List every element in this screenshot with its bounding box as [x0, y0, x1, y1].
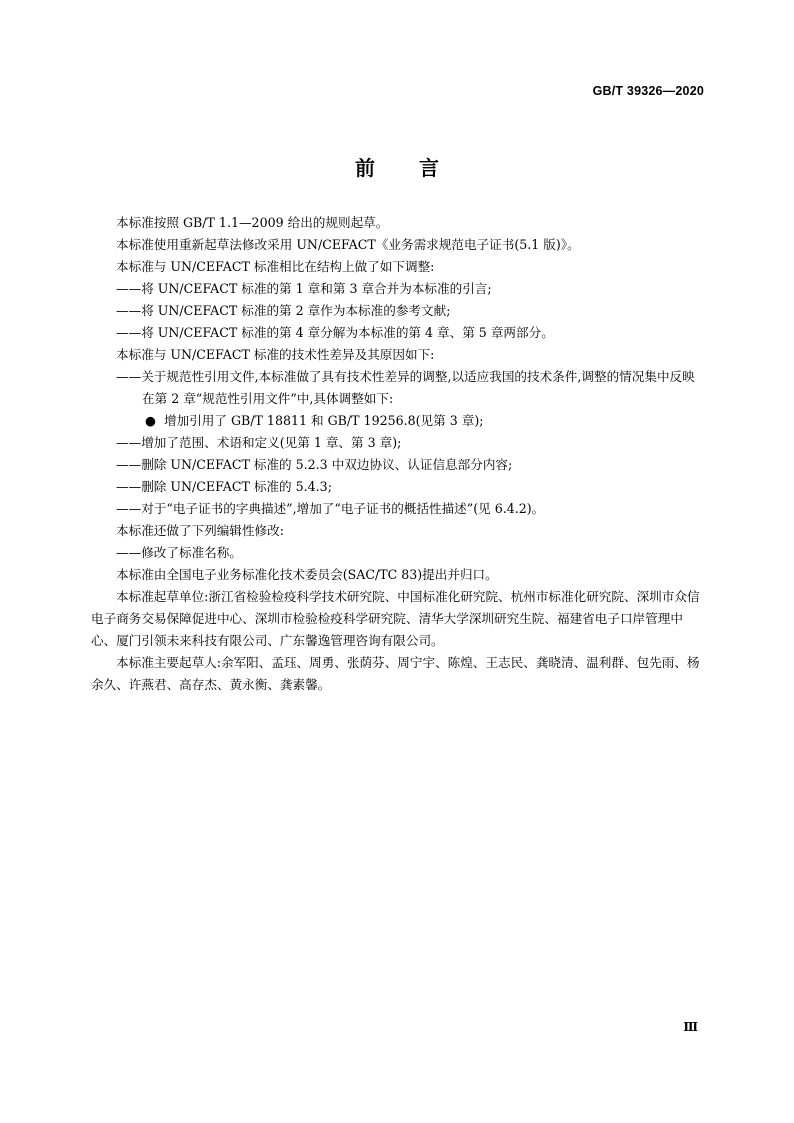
standard-code: GB/T 39326—2020 [592, 84, 704, 98]
dash-list-item: ——修改了标准名称。 [116, 545, 242, 560]
paragraph: 本标准起草单位:浙江省检验检疫科学技术研究院、中国标准化研究院、杭州市标准化研究院、深圳市众信电子商务交易保障促进中心、深圳市检验检疫科学研究院、清华大学深圳研究生院、福建省电子口岸管理中心、厦门引领未来科技有限公司、广东馨逸管理咨询有限公司。 [91, 589, 700, 648]
document-body [91, 212, 705, 696]
dash-list-item: ——将 UN/CEFACT 标准的第 2 章作为本标准的参考文献; [116, 303, 451, 318]
page-title: 前言 [355, 156, 483, 180]
dash-list-item: ——将 UN/CEFACT 标准的第 1 章和第 3 章合并为本标准的引言; [116, 281, 492, 296]
paragraph: 本标准与 UN/CEFACT 标准相比在结构上做了如下调整: [116, 259, 435, 274]
paragraph: 本标准还做了下列编辑性修改: [116, 523, 284, 538]
paragraph: 本标准与 UN/CEFACT 标准的技术性差异及其原因如下: [116, 347, 435, 362]
bullet-icon: ● [145, 413, 156, 428]
paragraph: 本标准主要起草人:余军阳、孟珏、周勇、张荫芬、周宁宇、陈煌、王志民、龚晓清、温利群、包先雨、杨余久、许燕君、高存杰、黄永衡、龚素馨。 [91, 655, 700, 692]
paragraph: 本标准由全国电子业务标准化技术委员会(SAC/TC 83)提出并归口。 [116, 567, 498, 582]
bullet-text: 增加引用了 GB/T 18811 和 GB/T 19256.8(见第 3 章); [164, 413, 484, 428]
dash-list-item: ——增加了范围、术语和定义(见第 1 章、第 3 章); [116, 435, 402, 450]
paragraph: 本标准按照 GB/T 1.1—2009 给出的规则起草。 [116, 215, 389, 230]
dash-list-item: ——将 UN/CEFACT 标准的第 4 章分解为本标准的第 4 章、第 5 章两部分。 [116, 325, 554, 340]
dash-list-item: ——删除 UN/CEFACT 标准的 5.2.3 中双边协议、认证信息部分内容; [116, 457, 513, 472]
page-number: Ⅲ [683, 1020, 698, 1034]
dash-list-item: ——删除 UN/CEFACT 标准的 5.4.3; [116, 479, 332, 494]
dash-list-item: ——对于“电子证书的字典描述”,增加了“电子证书的概括性描述”(见 6.4.2)。 [116, 501, 545, 516]
dash-list-item: ——关于规范性引用文件,本标准做了具有技术性差异的调整,以适应我国的技术条件,调整的情况集中反映在第 2 章“规范性引用文件”中,具体调整如下: [116, 369, 695, 406]
bullet-list-item [91, 410, 705, 432]
paragraph: 本标准使用重新起草法修改采用 UN/CEFACT《业务需求规范电子证书(5.1 版)》。 [116, 237, 580, 252]
